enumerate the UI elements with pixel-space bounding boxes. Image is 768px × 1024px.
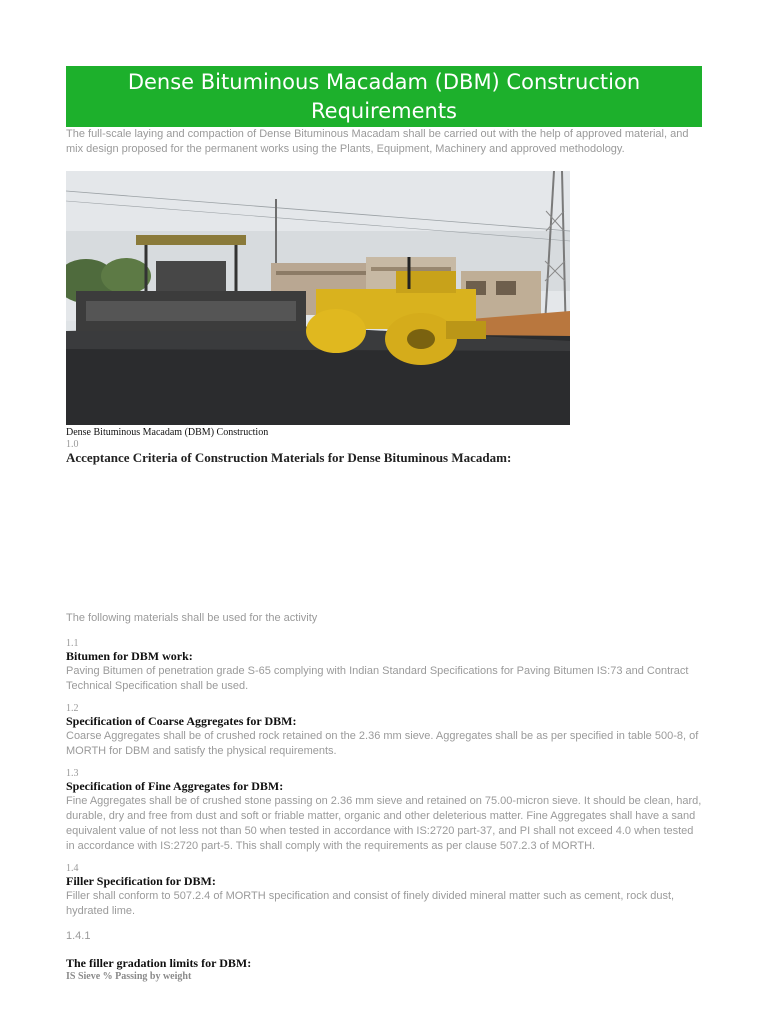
item-heading: Filler Specification for DBM: xyxy=(66,874,216,888)
item-number: 1.1 xyxy=(66,638,79,649)
item-number: 1.3 xyxy=(66,768,79,779)
page-title: Dense Bituminous Macadam (DBM) Construction Requirements xyxy=(66,66,702,127)
item-text: Fine Aggregates shall be of crushed stone passing on 2.36 mm sieve and retained on 75.00-micron sieve. It should be clean, hard, durable, dry and free from dust and soft or friable matter, organic and other deleterious matter. Fine Aggregates shall have a sand equivalent value of not less not than 50 when tested in accordance with IS:2720 part-37, and PI shall not exceed 4.0 when tested in accordance with IS:2720 part-5. This shall comply with the requirements as per clause 507.2.3 of MORTH. xyxy=(66,795,702,852)
spacer xyxy=(66,466,702,611)
item-heading: Specification of Coarse Aggregates for DBM: xyxy=(66,714,297,728)
item-heading: Specification of Fine Aggregates for DBM: xyxy=(66,779,284,793)
item-text: Coarse Aggregates shall be of crushed rock retained on the 2.36 mm sieve. Aggregates shall be as per specified in table 500-8, of MORTH for DBM and satisfy the physical requirements. xyxy=(66,730,699,757)
intro-paragraph: The full-scale laying and compaction of Dense Bituminous Macadam shall be carried out with the help of approved material, and mix design proposed for the permanent works using the Plants, Equipment, Machinery and approved methodology. xyxy=(66,128,689,155)
item-1-4 xyxy=(66,863,702,919)
item-number: 1.2 xyxy=(66,703,79,714)
photo-caption: Dense Bituminous Macadam (DBM) Construction xyxy=(66,427,269,438)
table-header: IS Sieve % Passing by weight xyxy=(66,971,192,982)
item-text: Filler shall conform to 507.2.4 of MORTH specification and consist of finely divided mineral matter such as cement, rock dust, hydrated lime. xyxy=(66,890,675,917)
materials-intro: The following materials shall be used for the activity xyxy=(66,612,318,624)
item-1-4-1 xyxy=(66,929,702,983)
item-number: 1.4 xyxy=(66,863,79,874)
section-number: 1.0 xyxy=(66,439,79,450)
item-number: 1.4.1 xyxy=(66,930,91,942)
item-1-3 xyxy=(66,768,702,854)
item-text: Paving Bitumen of penetration grade S-65 complying with Indian Standard Specifications for Paving Bitumen IS:73 and Contract Technical Specification shall be used. xyxy=(66,665,689,692)
construction-photo xyxy=(66,171,570,425)
section-heading: Acceptance Criteria of Construction Materials for Dense Bituminous Macadam: xyxy=(66,450,512,465)
item-heading: The filler gradation limits for DBM: xyxy=(66,956,252,970)
item-1-1 xyxy=(66,638,702,694)
item-heading: Bitumen for DBM work: xyxy=(66,649,193,663)
item-1-2 xyxy=(66,703,702,759)
document-page xyxy=(66,66,702,983)
